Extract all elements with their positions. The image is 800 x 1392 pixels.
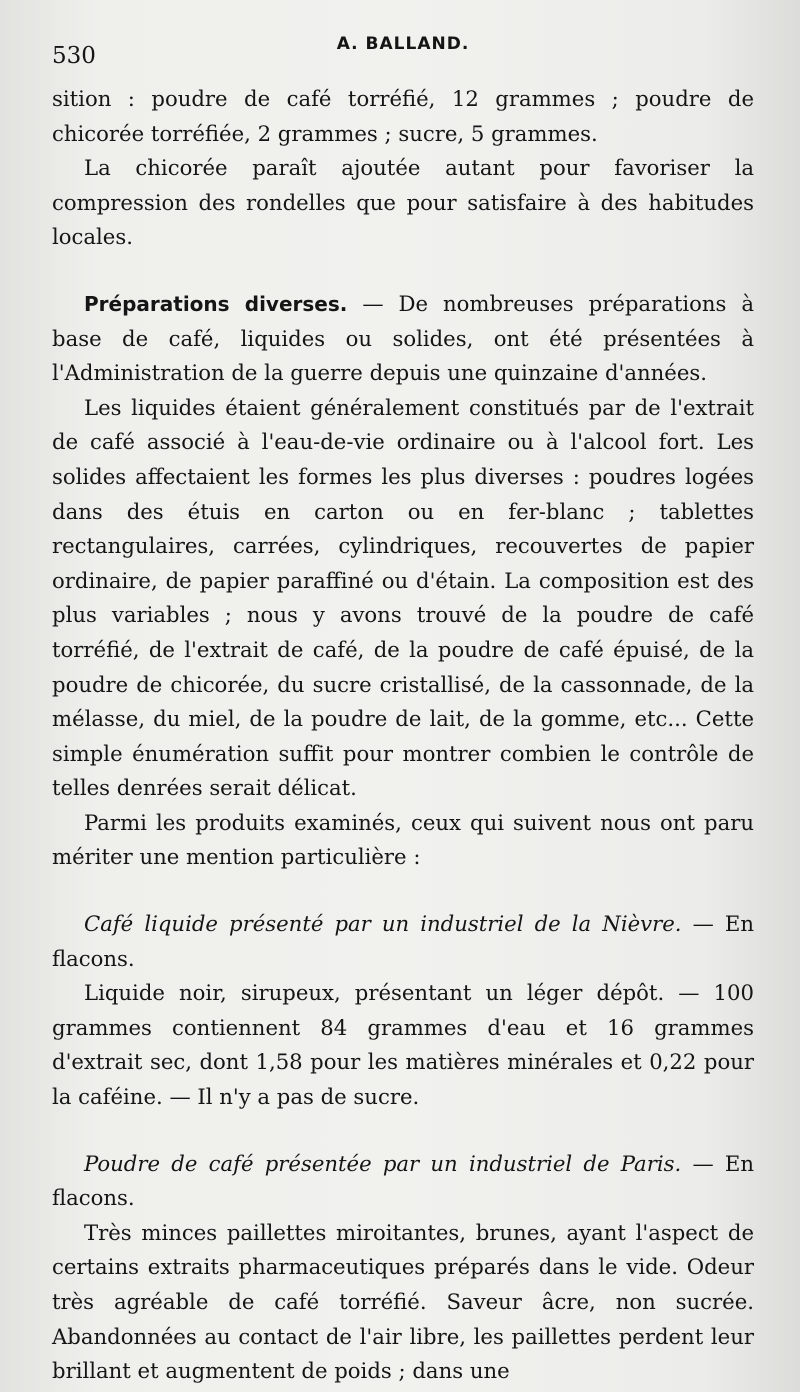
paragraph-text: Les liquides étaient généralement constitués par de l'extrait de café associé à l'eau-de-vie ordinaire ou à l'alcool fort. Les solides affectaient les formes les plus diverses : poudres logées dans des étuis en carton ou en fer-blanc ; tablettes rectangulaires, carrées, cylindriques, recouvertes de papier ordinaire, de papier paraffiné ou d'étain. La composition est des plus variables ; nous y avons trouvé de la poudre de café torréfié, de l'extrait de café, de la poudre de café épuisé, de la poudre de chicorée, du sucre cristallisé, de la cassonnade, de la mélasse, du miel, de la poudre de lait, de la gomme, etc... Cette simple énumération suffit pour montrer combien le contrôle de telles denrées serait délicat.	[52, 394, 754, 801]
page-header	[52, 0, 754, 82]
paragraph-text: Liquide noir, sirupeux, présentant un léger dépôt. — 100 grammes contiennent 84 grammes d'eau et 16 grammes d'extrait sec, dont 1,58 pour les matières minérales et 0,22 pour la caféine. — Il n'y a pas de sucre.	[52, 980, 754, 1110]
paragraph-text: Parmi les produits examinés, ceux qui suivent nous ont paru mériter une mention particulière :	[52, 809, 754, 870]
paragraph-text: — De nombreuses préparations à base de café, liquides ou solides, ont été présentées à l'Administration de la guerre depuis une quinzaine d'années.	[52, 290, 754, 386]
paragraph-continuation	[52, 82, 754, 151]
paragraph-text: La chicorée paraît ajoutée autant pour favoriser la compression des rondelles que pour satisfaire à des habitudes locales.	[52, 155, 754, 250]
paragraph	[52, 1216, 754, 1389]
paragraph	[52, 806, 754, 875]
paragraph	[52, 391, 754, 806]
paragraph-text: — En flacons.	[52, 911, 754, 971]
page-number: 530	[52, 43, 96, 69]
product-title: Café liquide présenté par un industriel de la Nièvre.	[84, 911, 682, 937]
paragraph	[52, 976, 754, 1114]
paragraph	[52, 151, 754, 255]
paragraph-text: Très minces paillettes miroitantes, brunes, ayant l'aspect de certains extraits pharmaceutiques préparés dans le vide. Odeur très agréable de café torréfié. Saveur âcre, non sucrée. Abandonnées au contact de l'air libre, les paillettes perdent leur brillant et augmentent de poids ; dans une	[52, 1219, 754, 1384]
running-head: A. BALLAND.	[336, 34, 470, 54]
product-title: Poudre de café présentée par un industriel de Paris.	[84, 1150, 682, 1176]
section-preparations-diverses	[52, 287, 754, 391]
product-entry-cafe-liquide	[52, 907, 754, 976]
product-entry-poudre-de-cafe	[52, 1147, 754, 1216]
paragraph-text: — En flacons.	[52, 1150, 754, 1211]
body-text	[52, 82, 754, 1389]
section-heading: Préparations diverses.	[84, 291, 348, 316]
paragraph-text: sition : poudre de café torréfié, 12 grammes ; poudre de chicorée torréfiée, 2 grammes ; sucre, 5 grammes.	[52, 86, 754, 146]
